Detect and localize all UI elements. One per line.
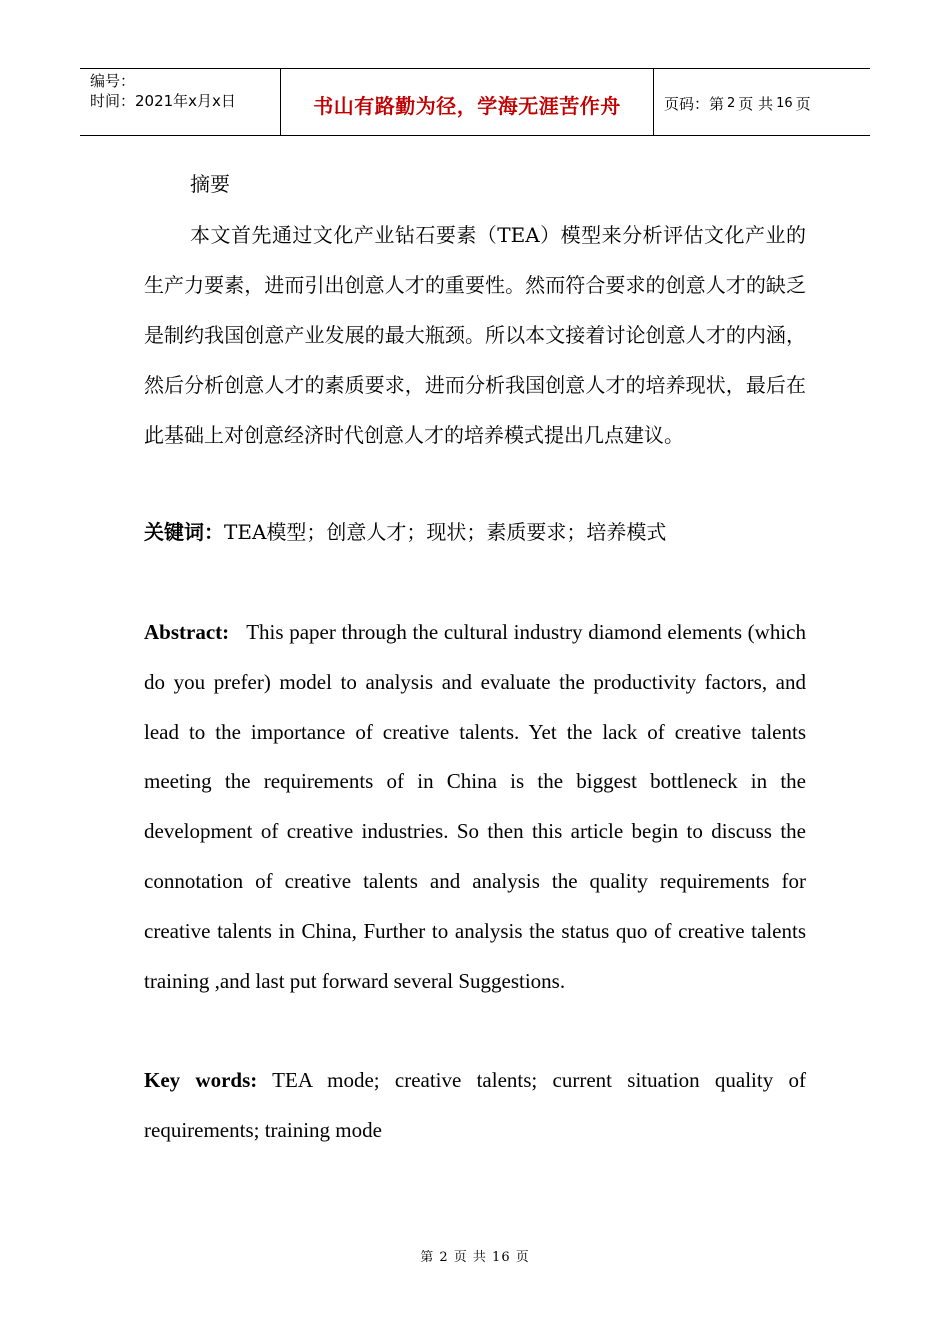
page-header <box>80 68 870 136</box>
serial-number-label: 编号： <box>90 72 136 90</box>
en-abstract-text: This paper through the cultural industry diamond elements (which do you prefer) model to analysis and evaluate the productivity factors, and lead to the importance of creative talents. Yet the lack of creative talents meeting the requirements of in China is the biggest bottleneck in the development of creative industries. So then this article begin to discuss the connotation of creative talents and analysis the quality requirements for creative talents in China, Further to analysis the status quo of creative talents training ,and last put forward several Suggestions. <box>144 620 806 993</box>
page-number: 2 <box>727 95 736 111</box>
page-total: 16 <box>776 95 793 111</box>
header-motto: 书山有路勤为径，学海无涯苦作舟 <box>313 93 621 118</box>
en-abstract-label: Abstract: <box>144 620 230 644</box>
zh-keywords-label: 关键词： <box>144 520 224 544</box>
header-meta-cell <box>80 69 281 135</box>
en-keywords <box>144 1056 806 1156</box>
date-label: 时间：2021年x月x日 <box>90 92 236 110</box>
page-prefix: 页码：第 <box>664 94 725 113</box>
page-mid: 页 共 <box>738 94 774 113</box>
en-abstract <box>144 608 806 1006</box>
en-keywords-label: Key words: <box>144 1068 258 1092</box>
zh-abstract-heading: 摘要 <box>190 172 230 196</box>
page-footer: 第 2 页 共 16 页 <box>420 1250 530 1265</box>
zh-abstract-text: 本文首先通过文化产业钻石要素（TEA）模型来分析评估文化产业的生产力要素，进而引出创意人才的重要性。然而符合要求的创意人才的缺乏是制约我国创意产业发展的最大瓶颈。所以本文接着讨论创意人才的内涵，然后分析创意人才的素质要求，进而分析我国创意人才的培养现状，最后在此基础上对创意经济时代创意人才的培养模式提出几点建议。 <box>144 223 806 447</box>
zh-keywords-text: TEA模型；创意人才；现状；素质要求；培养模式 <box>224 520 667 544</box>
zh-keywords <box>144 512 806 552</box>
en-keywords-text: TEA mode; creative talents; current situation quality of requirements; training mode <box>144 1068 806 1142</box>
header-page-cell <box>654 69 870 135</box>
page-suffix: 页 <box>795 94 811 113</box>
header-motto-cell <box>281 69 654 135</box>
